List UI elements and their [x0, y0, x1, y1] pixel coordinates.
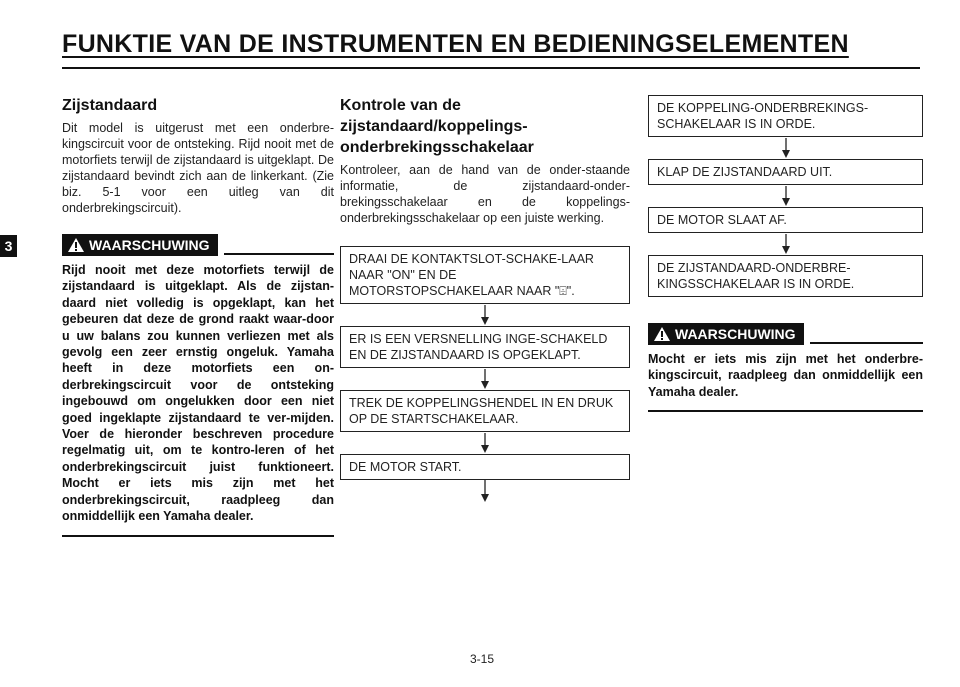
flowchart-left [340, 246, 630, 502]
page-title: FUNKTIE VAN DE INSTRUMENTEN EN BEDIENINGSELEMENTEN [62, 30, 849, 58]
warning-badge [62, 234, 218, 256]
warning-end-rule [648, 410, 923, 412]
warning-header-rule [224, 253, 334, 255]
warning-header-rule [810, 342, 923, 344]
kontrole-paragraph: Kontroleer, aan de hand van de onder-staande informatie, de zijstandaard-onder-brekingsschakelaar en de koppelings-onderbrekingsschakelaar op een juiste werking. [340, 163, 630, 225]
flow-step-box: TREK DE KOPPELINGSHENDEL IN EN DRUK OP DE STARTSCHAKELAAR. [340, 390, 630, 432]
down-arrow-icon [340, 368, 630, 390]
warning-label: WAARSCHUWING [675, 326, 796, 342]
flow-step-box: ER IS EEN VERSNELLING INGE-SCHAKELD EN DE ZIJSTANDAARD IS OPGEKLAPT. [340, 326, 630, 368]
warning-text: Mocht er iets mis zijn met het onderbre-kingscircuit, raadpleeg dan onmiddellijk een Yamaha dealer. [648, 352, 923, 399]
flow-step-box: DE MOTOR START. [340, 454, 630, 480]
warning-label: WAARSCHUWING [89, 237, 210, 253]
page-number: 3-15 [470, 652, 495, 666]
chapter-tab: 3 [0, 235, 17, 257]
flow-step-box: DE ZIJSTANDAARD-ONDERBRE-KINGSSCHAKELAAR IS IN ORDE. [648, 255, 923, 297]
warning-header [62, 234, 334, 256]
section-heading-zijstandaard: Zijstandaard [62, 97, 158, 114]
intro-paragraph: Dit model is uitgerust met een onderbre-kingscircuit voor de ontsteking. Rijd nooit met de motorfiets terwijl de zijstandaard is uitgeklapt. De zijstandaard bevindt zich aan de linkerkant. (Zie biz. 5-1 voor een uitleg van dit onderbrekingscircuit). [62, 121, 334, 215]
flow-step-box: DE KOPPELING-ONDERBREKINGS-SCHAKELAAR IS IN ORDE. [648, 95, 923, 137]
down-arrow-icon [648, 137, 923, 159]
flow-step-box: DRAAI DE KONTAKTSLOT-SCHAKE-LAAR NAAR "ON" EN DE MOTORSTOPSCHAKELAAR NAAR "⌹". [340, 246, 630, 304]
section-heading-kontrole [340, 95, 630, 158]
heading-line: onderbrekingsschakelaar [340, 139, 534, 156]
heading-line: zijstandaard/koppelings- [340, 118, 528, 135]
warning-header [648, 323, 923, 345]
warning-end-rule [62, 535, 334, 537]
down-arrow-icon [340, 480, 630, 502]
right-column [648, 95, 923, 412]
left-column [62, 95, 334, 537]
warning-badge [648, 323, 804, 345]
down-arrow-icon [648, 233, 923, 255]
heading-line: Kontrole van de [340, 97, 461, 114]
warning-triangle-icon [67, 237, 85, 253]
title-underline-rule [62, 67, 920, 69]
flow-step-box: KLAP DE ZIJSTANDAARD UIT. [648, 159, 923, 185]
down-arrow-icon [340, 304, 630, 326]
down-arrow-icon [648, 185, 923, 207]
flow-step-box: DE MOTOR SLAAT AF. [648, 207, 923, 233]
warning-text: Rijd nooit met deze motorfiets terwijl de zijstandaard is uitgeklapt. Als de zijstan-daard niet volledig is opgeklapt, kan het gebeuren dat deze de grond raakt waar-door u uw balans zou kunnen verliezen met als gevolg een zeer ernstig ongeluk. Yamaha heeft in deze motorfiets een on-derbrekingscircuit voor de ontsteking ingebouwd om ongelukken door een niet goed ingeklapte zijstandaard te ver-mijden. Voer de hieronder beschreven procedure regelmatig uit, om te kontro-leren of het onderbrekingscircuit juist funktioneert. Mocht er iets mis zijn met het onderbrekingscircuit, raadpleeg dan onmiddellijk een Yamaha dealer. [62, 263, 334, 524]
down-arrow-icon [340, 432, 630, 454]
middle-column [340, 95, 630, 502]
warning-triangle-icon [653, 326, 671, 342]
